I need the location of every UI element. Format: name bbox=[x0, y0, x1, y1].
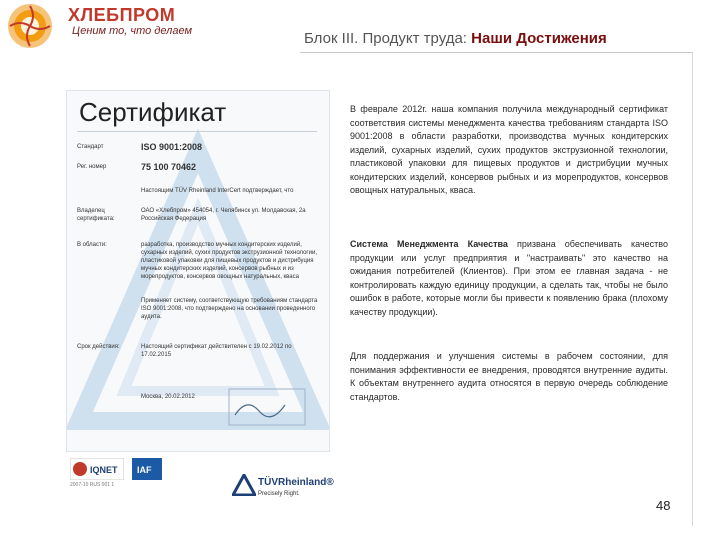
cert-row-label: Стандарт bbox=[77, 144, 104, 150]
iaf-label: IAF bbox=[137, 465, 152, 475]
certificate-image bbox=[66, 90, 330, 452]
paragraph-qms bbox=[350, 238, 668, 319]
paragraph-qms-bold: Система Менеджмента Качества bbox=[350, 239, 508, 249]
cert-row-label: Срок действия: bbox=[77, 344, 120, 350]
paragraph-qms-rest: призвана обеспечивать качество продукции или услуг предприятия и "настраивать" это качество на ожидания потребителей (Клиентов). При этом ее главная задача - не контролировать каждую единицу продукции, а сделать так, чтобы не было ошибок в работе, которые могли бы привести к появлению брака (плохому качеству продукции). bbox=[350, 239, 668, 317]
issuer-name: TÜVRheinland® bbox=[258, 477, 334, 488]
signature-stamp-icon bbox=[227, 387, 307, 427]
iqnet-label: IQNET bbox=[90, 465, 118, 475]
page-title-prefix: Блок III. Продукт труда: bbox=[304, 30, 467, 47]
brand-slogan: Ценим то, что делаем bbox=[72, 25, 192, 37]
paragraph-audits: Для поддержания и улучшения системы в рабочем состоянии, для понимания эффективности ее внедрения, проводятся внутренние аудиты. К объектам внутреннего аудита относятся в первую очередь соблюдение стандартов. bbox=[350, 351, 668, 402]
cert-row-value: Настоящим TÜV Rheinland InterCert подтверждает, что bbox=[141, 188, 294, 194]
iaf-badge-icon bbox=[132, 458, 162, 480]
right-divider bbox=[692, 52, 693, 526]
cert-row-value: ISO 9001:2008 bbox=[141, 142, 203, 152]
issuer-tagline: Precisely Right. bbox=[258, 491, 300, 497]
sun-logo-icon bbox=[6, 2, 58, 50]
cert-row-label: В области: bbox=[77, 242, 107, 248]
cert-row-value: разработка, производство мучных кондитерских изделий, сухарных изделий, сухих продуктов экструзионной технологии, пластиковой упаковки для пищевых продуктов и дистрибуция мучных кондитерских изделий, консервов рыбных и из морепродуктов, консервов овощных натуральных, кваса bbox=[141, 242, 317, 280]
cert-row-value: Настоящий сертификат действителен с 19.02.2012 по 17.02.2015 bbox=[141, 344, 292, 358]
cert-row-value: ОАО «Хлебпром» 454054, г. Челябинск ул. Молдавская, 2а Российская Федерация bbox=[141, 208, 306, 222]
page-title-strong: Наши Достижения bbox=[471, 30, 607, 47]
certificate-title: Сертификат bbox=[79, 97, 227, 127]
tuv-triangle-icon bbox=[232, 474, 256, 496]
header-divider bbox=[300, 52, 692, 53]
brand-logo bbox=[6, 2, 246, 50]
cert-row-label: Владелец сертификата: bbox=[77, 208, 115, 222]
certificate-footer-code: 2007-10 RUS 001 1 bbox=[70, 482, 115, 488]
page-number: 48 bbox=[656, 498, 671, 513]
cert-row-label: Рег. номер bbox=[77, 164, 107, 170]
paragraph-certificate: В феврале 2012г. наша компания получила международный сертификат соответствия системы менеджмента качества требованиям стандарта ISO 9001:2008 в области разработки, производства мучных кондитерских изделий, сухарных изделий, сухих продуктов экструзионной технологии, пластиковой упаковки для пищевых продуктов и дистрибуции мучных кондитерских изделий, консервов рыбных и из морепродуктов, консервов овощных натуральных, кваса. bbox=[350, 104, 668, 195]
iqnet-badge-icon bbox=[70, 458, 124, 480]
cert-row-value: Применяет систему, соответствующую требованиям стандарта ISO 9001:2008, что подтверждено на основании проведенного аудита. bbox=[141, 298, 318, 320]
page-title bbox=[304, 30, 607, 47]
cert-row-value: Москва, 20.02.2012 bbox=[141, 394, 195, 400]
cert-row-value: 75 100 70462 bbox=[141, 162, 197, 172]
certificate-rule bbox=[77, 131, 317, 132]
brand-name: ХЛЕБПРОМ bbox=[68, 5, 176, 25]
